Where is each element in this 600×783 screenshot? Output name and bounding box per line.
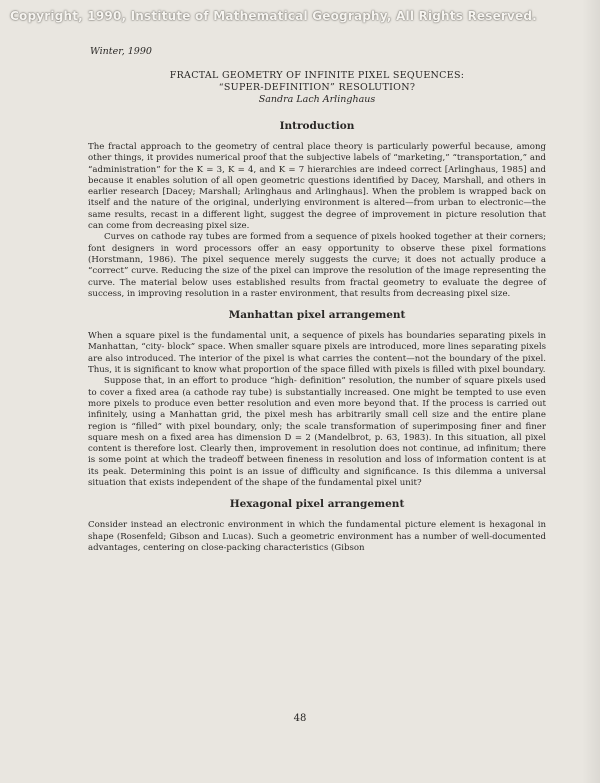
page-number: 48: [293, 713, 307, 724]
copyright-notice: Copyright, 1990, Institute of Mathematical Geography, All Rights Reserved.: [10, 9, 537, 23]
article-content: [88, 46, 546, 563]
section-manhattan: [88, 309, 546, 489]
article-title-line-1: FRACTAL GEOMETRY OF INFINITE PIXEL SEQUENCES:: [169, 70, 465, 81]
section-heading: Introduction: [279, 120, 355, 132]
paragraph: The fractal approach to the geometry of central place theory is particularly powerful because, among other things, it provides numerical proof that the subjective labels of “marketing,” “transportation,” and “administration” for the K = 3, K = 4, and K = 7 hierarchies are indeed correct [Arlinghaus, 1985] and because it enables solution of all open geometric questions identified by Dacey, Marshall, and others in earlier research [Dacey; Marshall; Arlinghaus and Arlinghaus]. When the problem is wrapped back on itself and the nature of the original, underlying environment is altered—from urban to electronic—the same results, recast in a different light, suggest the degree of improvement in picture resolution that can come from decreasing pixel size.: [88, 142, 546, 232]
section-hexagonal: [88, 498, 546, 554]
article-title-line-2: “SUPER-DEFINITION” RESOLUTION?: [218, 82, 416, 93]
paragraph: Curves on cathode ray tubes are formed from a sequence of pixels hooked together at their corners; font designers in word processors offer an easy opportunity to observe these pixel formations (Horstmann, 1986). The pixel sequence merely suggests the curve; it does not actually produce a “correct” curve. Reducing the size of the pixel can improve the resolution of the image representing the curve. The material below uses established results from fractal geometry to evaluate the degree of success, in improving resolution in a raster environment, that results from decreasing pixel size.: [88, 232, 546, 299]
section-heading: Hexagonal pixel arrangement: [229, 498, 405, 511]
paragraph: Consider instead an electronic environment in which the fundamental picture element is hexagonal in shape (Rosenfeld; Gibson and Lucas). Such a geometric environment has a number of well-documented advantages, centering on close-packing characteristics (Gibson: [88, 520, 546, 553]
section-introduction: [88, 120, 546, 300]
author-name: Sandra Lach Arlinghaus: [258, 94, 376, 105]
paragraph: Suppose that, in an effort to produce “high- definition” resolution, the number of square pixels used to cover a fixed area (a cathode ray tube) is substantially increased. One might be tempted to use even more pixels to produce even better resolution and even more beyond that. If the process is carried out infinitely, using a Manhattan grid, the pixel mesh has arbitrarily small cell size and the entire plane region is “filled” with pixel boundary, only; the scale transformation of superimposing finer and finer square mesh on a fixed area has dimension D = 2 (Mandelbrot, p. 63, 1983). In this situation, all pixel content is therefore lost. Clearly then, improvement in resolution does not continue, ad infinitum; there is some point at which the tradeoff between fineness in resolution and loss of information content is at its peak. Determining this point is an issue of difficulty and significance. Is this dilemma a universal situation that exists independent of the shape of the fundamental pixel unit?: [88, 376, 546, 489]
page-edge-shadow: [582, 0, 600, 783]
issue-date: Winter, 1990: [90, 46, 152, 57]
paragraph: When a square pixel is the fundamental unit, a sequence of pixels has boundaries separating pixels in Manhattan, “city- block” space. When smaller square pixels are introduced, more lines separating pixels are also introduced. The interior of the pixel is what carries the content—not the boundary of the pixel. Thus, it is significant to know what proportion of the space filled with pixels is filled with pixel boundary.: [88, 331, 546, 376]
section-heading: Manhattan pixel arrangement: [228, 309, 406, 322]
